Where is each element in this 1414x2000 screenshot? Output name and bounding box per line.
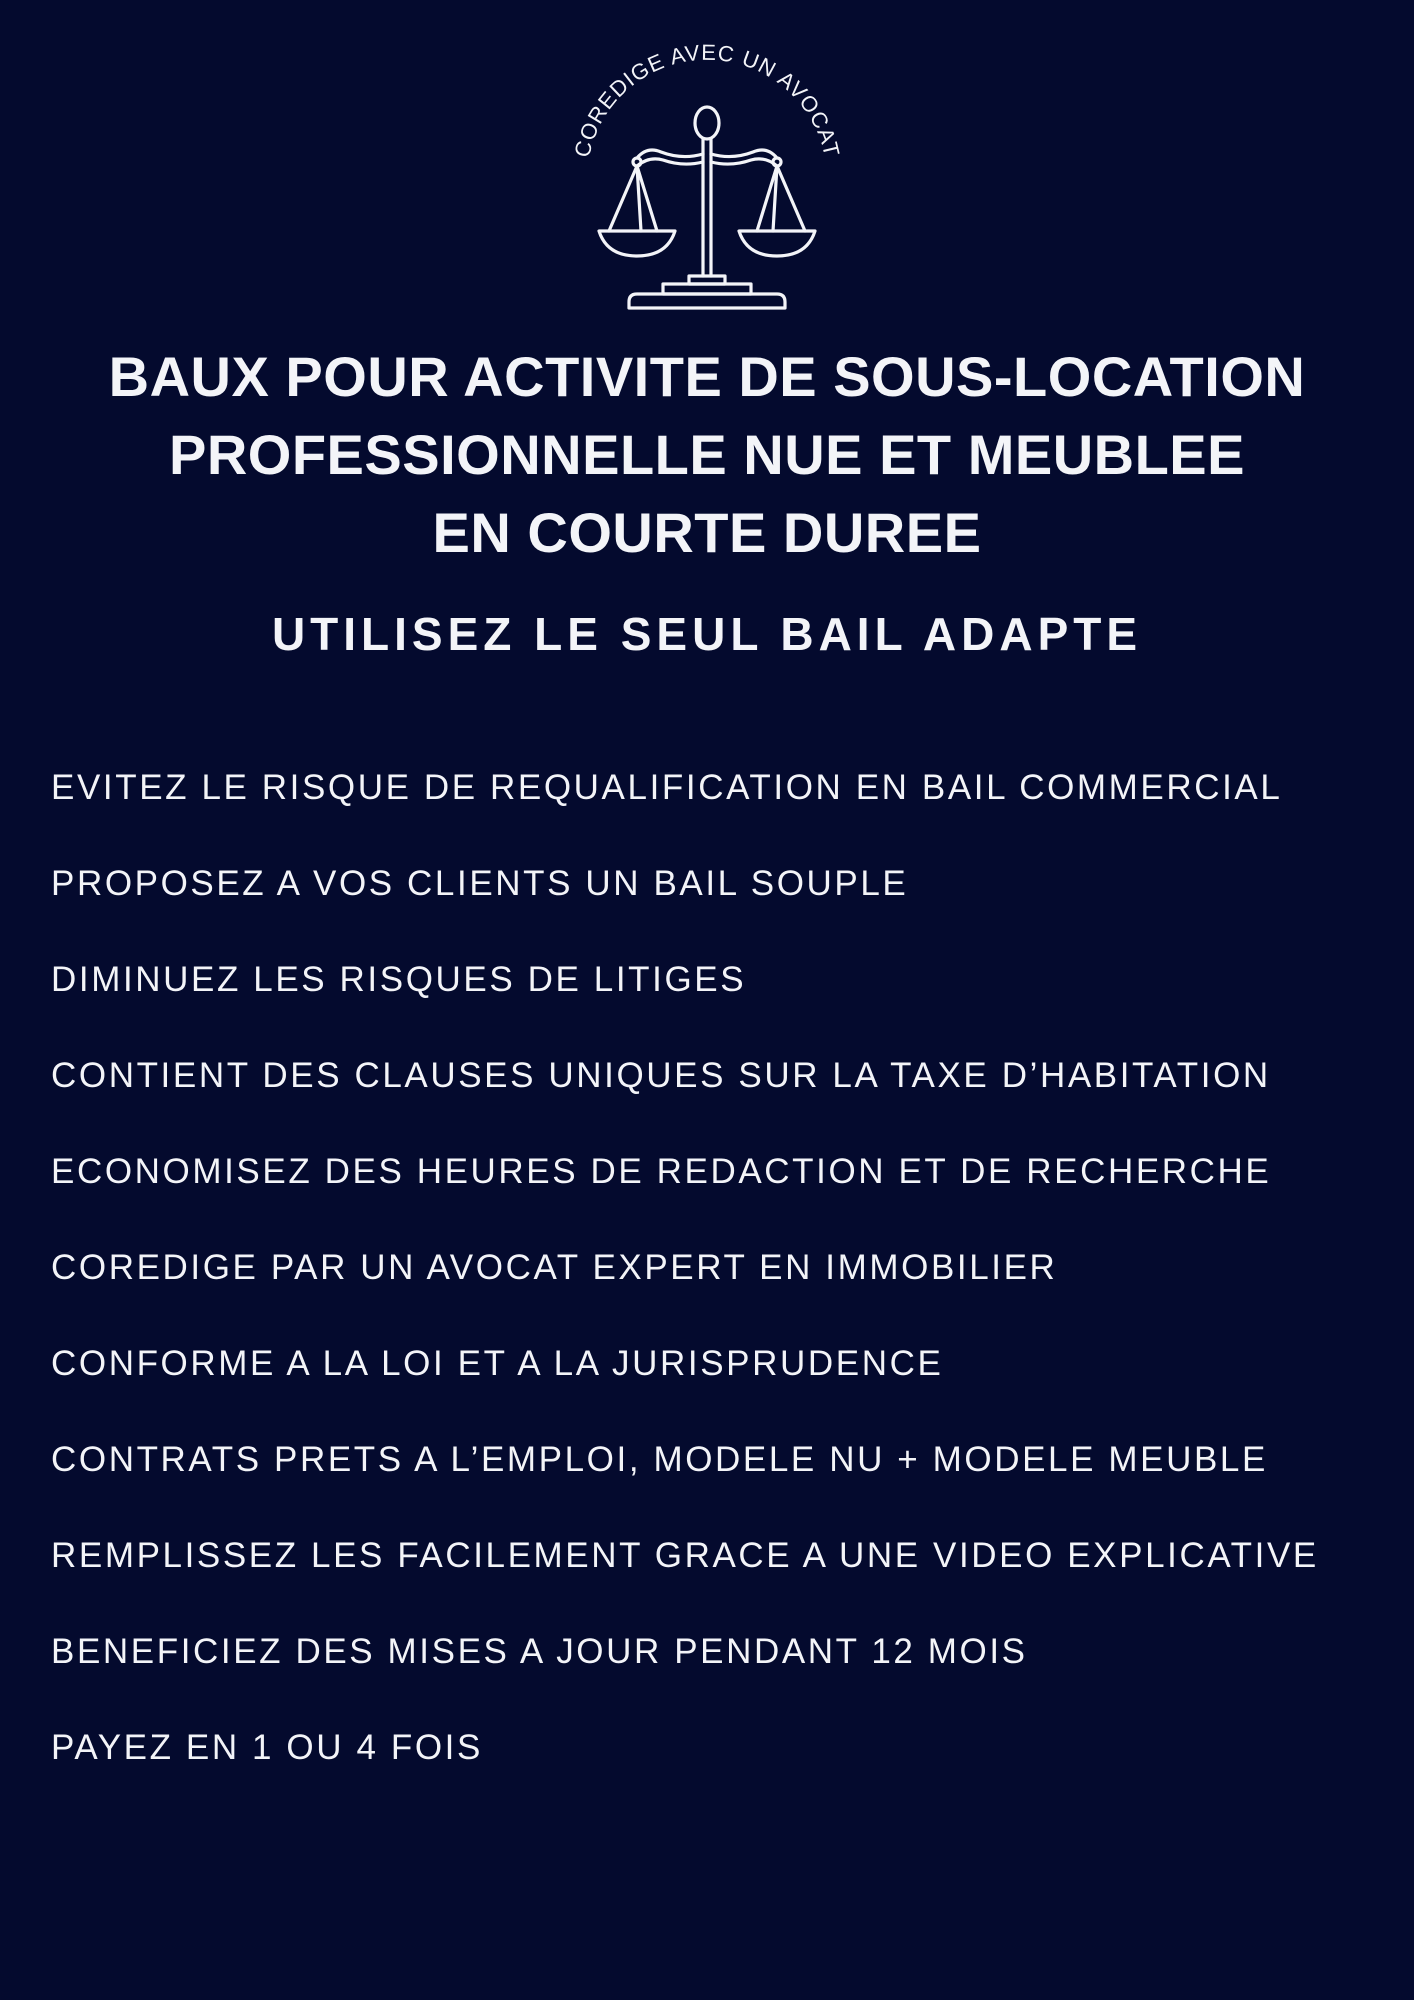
- feature-item: CONFORME A LA LOI ET A LA JURISPRUDENCE: [51, 1344, 944, 1383]
- title-line-2: PROFESSIONNELLE NUE ET MEUBLEE: [169, 423, 1245, 486]
- feature-list: [51, 758, 1391, 1814]
- title-line-1: BAUX POUR ACTIVITE DE SOUS-LOCATION: [108, 345, 1306, 408]
- feature-item: BENEFICIEZ DES MISES A JOUR PENDANT 12 MOIS: [51, 1632, 1028, 1671]
- feature-item: CONTRATS PRETS A L’EMPLOI, MODELE NU + MODELE MEUBLE: [51, 1440, 1268, 1479]
- feature-item: ECONOMISEZ DES HEURES DE REDACTION ET DE RECHERCHE: [51, 1152, 1272, 1191]
- feature-item: PAYEZ EN 1 OU 4 FOIS: [51, 1728, 483, 1767]
- title-line-3: EN COURTE DUREE: [432, 501, 982, 564]
- logo-arc-text: COREDIGE AVEC UN AVOCAT: [569, 39, 845, 160]
- feature-item: PROPOSEZ A VOS CLIENTS UN BAIL SOUPLE: [51, 864, 909, 903]
- page-title: [0, 338, 1414, 572]
- feature-item: CONTIENT DES CLAUSES UNIQUES SUR LA TAXE D’HABITATION: [51, 1056, 1271, 1095]
- feature-item: EVITEZ LE RISQUE DE REQUALIFICATION EN BAIL COMMERCIAL: [51, 768, 1283, 807]
- brand-logo: [557, 28, 857, 318]
- feature-item: COREDIGE PAR UN AVOCAT EXPERT EN IMMOBILIER: [51, 1248, 1058, 1287]
- scales-of-justice-icon: [557, 28, 857, 318]
- page-subtitle: UTILISEZ LE SEUL BAIL ADAPTE: [271, 608, 1143, 660]
- feature-item: DIMINUEZ LES RISQUES DE LITIGES: [51, 960, 747, 999]
- feature-item: REMPLISSEZ LES FACILEMENT GRACE A UNE VIDEO EXPLICATIVE: [51, 1536, 1319, 1575]
